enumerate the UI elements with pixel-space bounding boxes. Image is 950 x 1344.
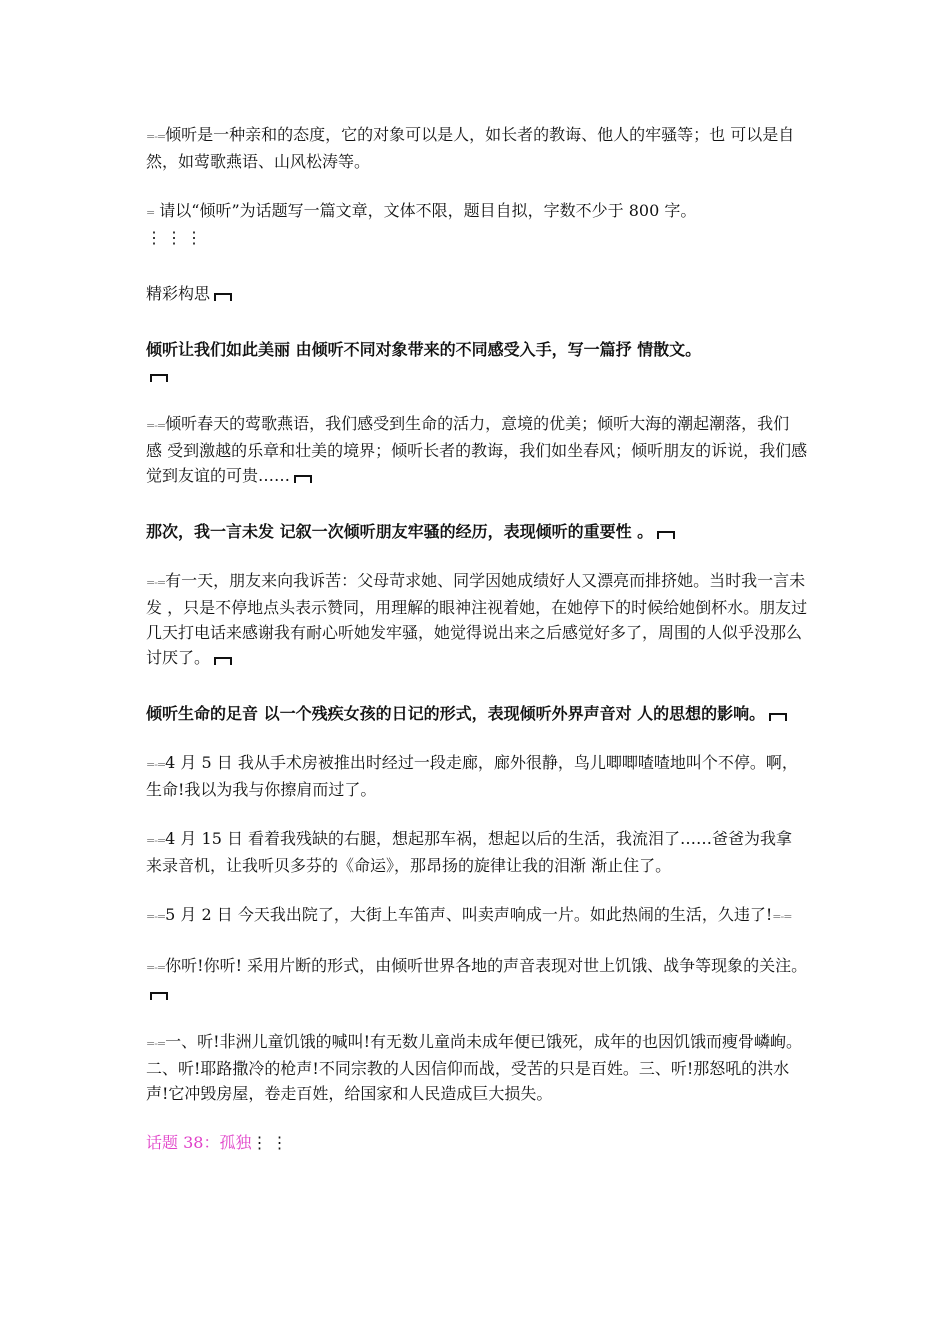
paragraph-text: 倾听春天的莺歌燕语，我们感受到生命的活力，意境的优美；倾听大海的潮起潮落，我们 感 受到激越的乐章和壮美的境界；倾听长者的教诲，我们如坐春风；倾听朋友的诉说，我们感觉到友谊的可贵……: [146, 414, 808, 485]
format-mark: =-=: [146, 758, 166, 771]
paragraph-intro: [146, 122, 808, 174]
idea-body-4: [146, 953, 808, 1005]
idea-title-1: [146, 337, 808, 387]
paragraph-text: 5 月 2 日 今天我出院了，大街上车笛声、叫卖声响成一片。如此热闹的生活，久违了!: [165, 905, 773, 924]
section-heading: [146, 281, 808, 306]
idea-body-2: [146, 568, 808, 670]
next-topic-heading: [146, 1130, 808, 1155]
paragraph-text: 倾听是一种亲和的态度，它的对象可以是人，如长者的教诲、他人的牢骚等；也 可以是自然，如莺歌燕语、山风松涛等。: [146, 125, 795, 171]
diary-entry-1: [146, 750, 808, 802]
paragraph-text: 一、听!非洲儿童饥饿的喊叫!有无数儿童尚未成年便已饿死，成年的也因饥饿而瘦骨嶙峋。 二、听!耶路撒冷的枪声!不同宗教的人因信仰而战，受苦的只是百姓。三、听!那怒吼的洪水声!它冲毁房屋，卷走百姓，给国家和人民造成巨大损失。: [146, 1032, 803, 1103]
paragraph-mark-icon: [214, 293, 232, 301]
format-mark: =-=: [146, 576, 166, 589]
format-mark: =: [146, 206, 155, 219]
paragraph-mark-icon: [294, 475, 312, 483]
idea-title-text: 倾听生命的足音 以一个残疾女孩的日记的形式，表现倾听外界声音对 人的思想的影响。: [146, 704, 766, 723]
paragraph-text: 4 月 5 日 我从手术房被推出时经过一段走廊，廊外很静，鸟儿唧唧喳喳地叫个不停。啊，生命!我以为我与你擦肩而过了。: [146, 753, 798, 799]
format-mark: =-=: [146, 1037, 166, 1050]
paragraph-text: 请以“倾听”为话题写一篇文章，文体不限，题目自拟，字数不少于 800 字。: [154, 201, 697, 220]
ellipsis-marks: ⋮⋮⋮: [146, 228, 206, 247]
idea-title-3: [146, 701, 808, 726]
ellipsis-marks: ⋮⋮: [251, 1133, 292, 1152]
format-mark: =-=: [146, 419, 166, 432]
diary-entry-2: [146, 826, 808, 878]
paragraph-text: 有一天，朋友来向我诉苦：父母苛求她、同学因她成绩好人又漂亮而排挤她。当时我一言未 发 ，只是不停地点头表示赞同，用理解的眼神注视着她，在她停下的时候给她倒杯水。朋友过几天打电话来感谢我有耐心听她发牢骚，她觉得说出来之后感觉好多了，周围的人似乎没那么讨厌了。: [146, 571, 808, 667]
format-mark: =-=: [146, 130, 166, 143]
heading-text: 精彩构思: [146, 284, 211, 303]
paragraph-mark-icon: [150, 992, 168, 1000]
paragraph-mark-icon: [214, 657, 232, 665]
paragraph-mark-icon: [657, 531, 675, 539]
format-mark: =-=: [146, 961, 166, 974]
paragraph-prompt: [146, 198, 808, 250]
idea-title-2: [146, 519, 808, 544]
format-mark: =-=: [146, 910, 166, 923]
paragraph-text: 4 月 15 日 看着我残缺的右腿，想起那车祸，想起以后的生活，我流泪了……爸爸为我拿来录音机，让我听贝多芬的《命运》，那昂扬的旋律让我的泪渐 渐止住了。: [146, 829, 793, 875]
format-mark: =-=: [146, 834, 166, 847]
idea-title-text: 倾听让我们如此美丽 由倾听不同对象带来的不同感受入手，写一篇抒 情散文。: [146, 340, 702, 359]
topic-title: 话题 38：孤独: [146, 1133, 252, 1152]
diary-entry-3: [146, 902, 808, 929]
paragraph-text: 你听!你听! 采用片断的形式，由倾听世界各地的声音表现对世上饥饿、战争等现象的关注。: [165, 956, 808, 975]
paragraph-mark-icon: [769, 713, 787, 721]
format-mark: =-=: [772, 910, 792, 923]
idea-title-text: 那次，我一言未发 记叙一次倾听朋友牢骚的经历，表现倾听的重要性 。: [146, 522, 654, 541]
fragments-body: [146, 1029, 808, 1106]
idea-body-1: [146, 411, 808, 488]
document-page: [146, 122, 808, 1155]
paragraph-mark-icon: [150, 374, 168, 382]
